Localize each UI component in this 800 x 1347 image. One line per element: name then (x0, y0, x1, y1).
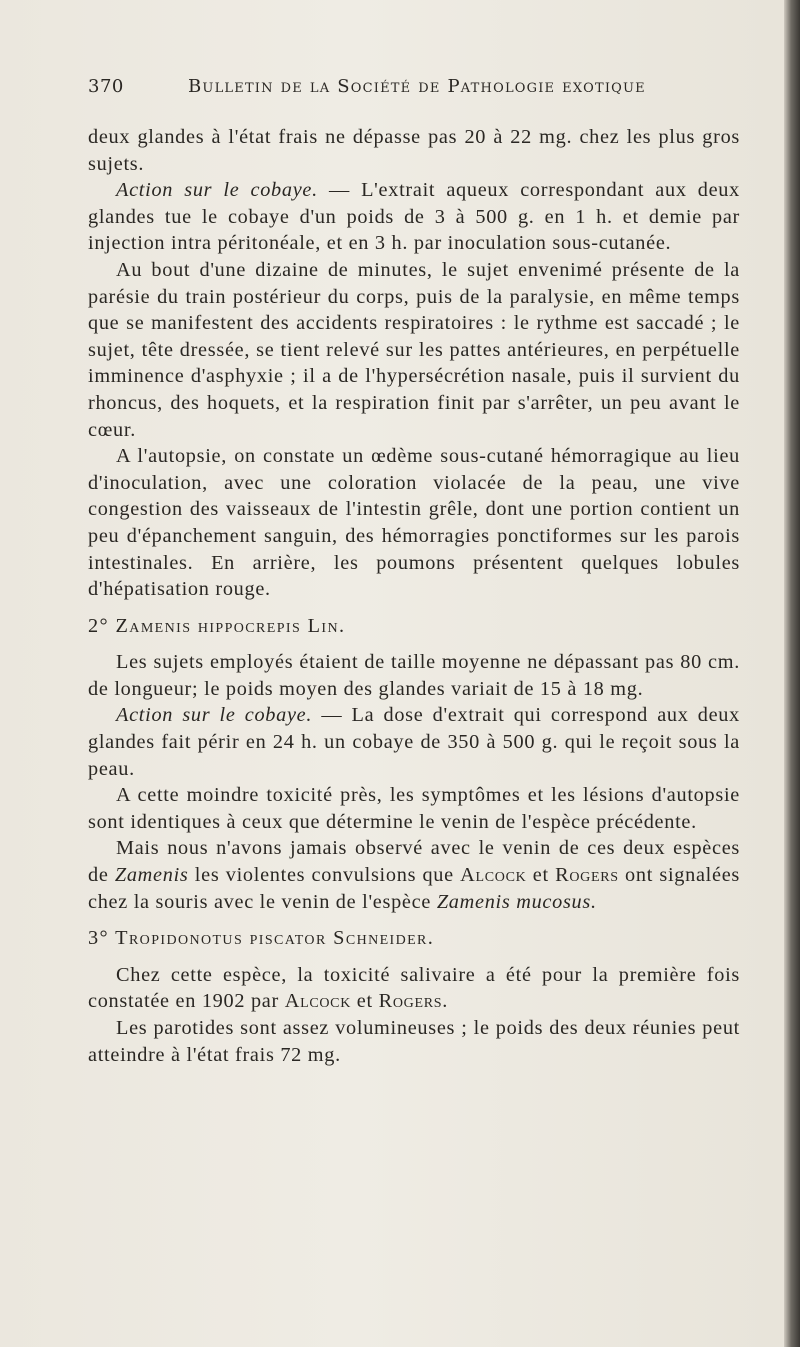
paragraph: Mais nous n'avons jamais observé avec le venin de ces deux espèces de Zamenis les violentes convulsions que Alcock et Rogers ont signalées chez la souris avec le venin de l'espèce Zamenis mucosus. (88, 837, 740, 913)
author-name: Alcock (284, 990, 352, 1013)
paragraph: Action sur le cobaye. — La dose d'extrait qui correspond aux deux glandes fait périr en 24 h. un cobaye de 350 à 500 g. qui le reçoit sous la peau. (88, 704, 740, 780)
author-name: Rogers (555, 864, 619, 887)
author-name: Alcock (460, 864, 527, 887)
book-binding-edge (784, 0, 800, 1347)
section-heading: 3° Tropidonotus piscator Schneider. (88, 927, 435, 950)
article-body (88, 124, 740, 1068)
section-label: Action sur le cobaye. (116, 179, 318, 202)
paragraph: deux glandes à l'état frais ne dépasse pas 20 à 22 mg. chez les plus gros sujets. (88, 126, 740, 175)
paragraph: Les parotides sont assez volumineuses ; le poids des deux réunies peut atteindre à l'état frais 72 mg. (88, 1017, 740, 1066)
author-name: Rogers (378, 990, 443, 1013)
paragraph: Chez cette espèce, la toxicité salivaire a été pour la première fois constatée en 1902 par Alcock et Rogers. (88, 963, 740, 1013)
running-header (88, 76, 648, 104)
journal-title: Bulletin de la Société de Pathologie exotique (188, 76, 646, 97)
paragraph: A cette moindre toxicité près, les symptômes et les lésions d'autopsie sont identiques à ceux que détermine le venin de l'espèce précédente. (88, 784, 740, 833)
genus-name: Zamenis (114, 864, 189, 887)
paragraph: Les sujets employés étaient de taille moyenne ne dépassant pas 80 cm. de longueur; le poids moyen des glandes variait de 15 à 18 mg. (88, 651, 740, 700)
section-heading: 2° Zamenis hippocrepis Lin. (88, 614, 346, 637)
species-name: Zamenis mucosus. (436, 890, 597, 913)
section-label: Action sur le cobaye. (116, 704, 313, 727)
paragraph: Action sur le cobaye. — L'extrait aqueux correspondant aux deux glandes tue le cobaye d'un poids de 3 à 500 g. en 1 h. et demie par injection intra péritonéale, et en 3 h. par inoculation sous-cutanée. (88, 179, 740, 255)
paragraph: A l'autopsie, on constate un œdème sous-cutané hémorragique au lieu d'inoculation, avec une coloration violacée de la peau, une vive congestion des vaisseaux de l'intestin grêle, dont une portion contient un peu d'épanchement sanguin, des hémorragies ponctiformes sur les parois intestinales. En arrière, les poumons présentent quelques lobules d'hépatisation rouge. (88, 445, 740, 601)
paragraph: Au bout d'une dizaine de minutes, le sujet envenimé présente de la parésie du train postérieur du corps, puis de la paralysie, en même temps que se manifestent des accidents respiratoires : le rythme est saccadé ; le sujet, tête dressée, se tient relevé sur les pattes antérieures, en perpétuelle imminence d'asphyxie ; il a de l'hypersécrétion nasale, puis il survient du rhoncus, des hoquets, et la respiration finit par s'arrêter, un peu avant le cœur. (88, 258, 740, 441)
page-number: 370 (88, 76, 124, 97)
